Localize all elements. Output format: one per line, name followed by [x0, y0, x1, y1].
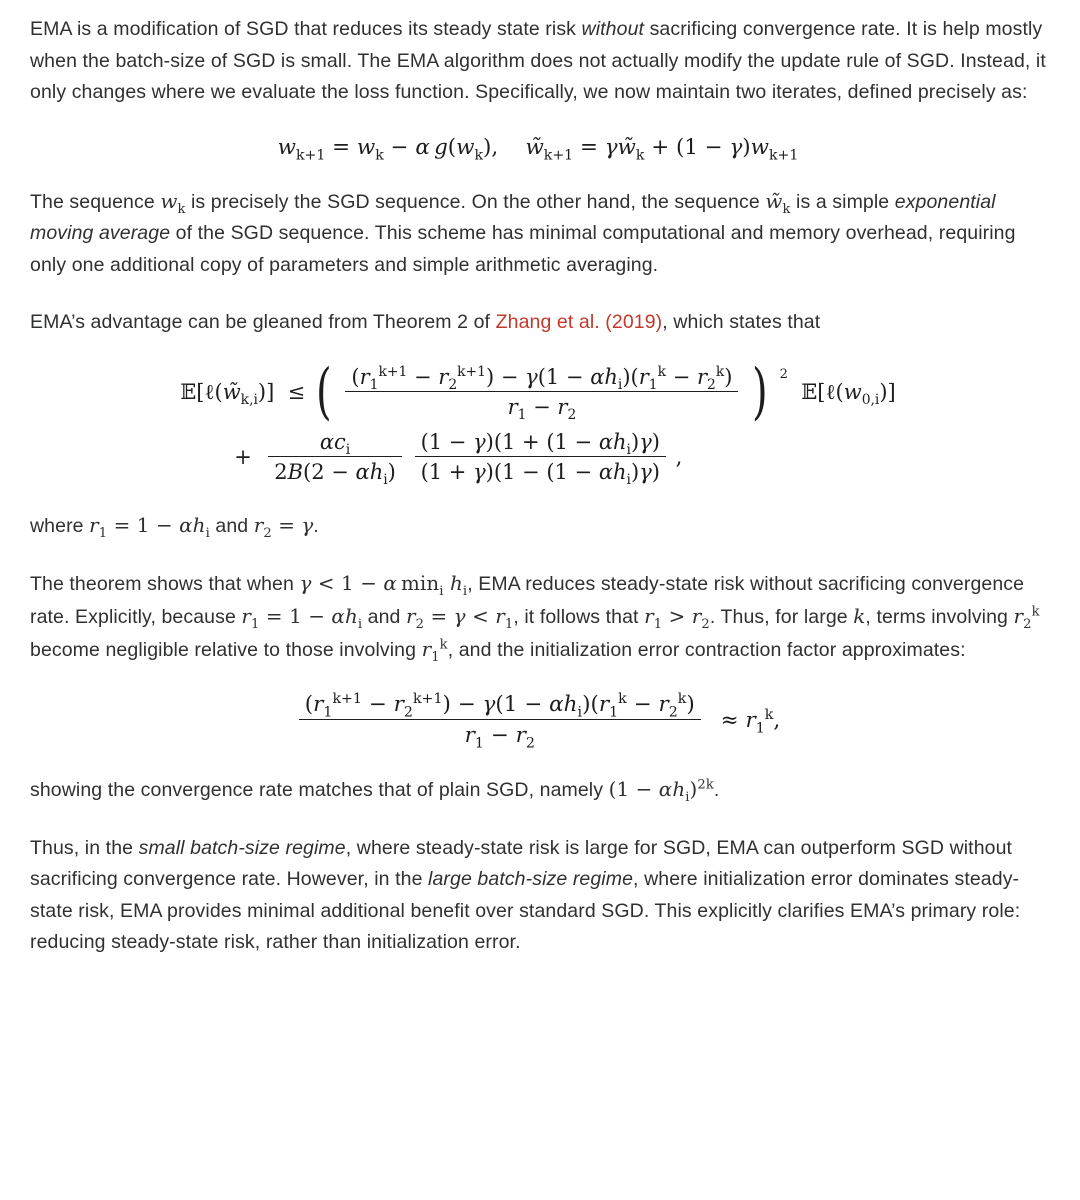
inline-math-k: k	[853, 605, 866, 629]
equation-2-content	[180, 356, 896, 489]
exponent-two: 2	[779, 367, 788, 383]
text-run: The theorem shows that when	[30, 573, 300, 596]
fraction-steady-state-1	[268, 429, 402, 489]
text-run: become negligible relative to those involving	[30, 638, 422, 661]
inline-math-wtilde-k: $w̃_k$	[765, 189, 791, 217]
text-run: , where initialization error dominates steady-state risk, EMA provides minimal additional benefit over standard SGD. This explicitly clarifies EMA’s primary role: reducing steady-state risk, rather than initialization error.	[30, 868, 1021, 954]
fraction-contraction-factor	[345, 364, 738, 424]
text-run: and	[209, 514, 254, 537]
fraction-contraction-approx	[299, 691, 701, 752]
text-run: is precisely the SGD sequence. On the other hand, the sequence	[185, 190, 766, 213]
equation-ema-update-rule	[30, 134, 1046, 164]
text-run: The sequence	[30, 190, 161, 213]
emphasis-small-batch-regime: small batch-size regime	[138, 836, 346, 859]
inline-math-sgd-rate: $(1 - \alpha h_i)^{2k}$	[608, 777, 714, 806]
paragraph-theorem-reference	[30, 307, 1046, 339]
emphasis-without: without	[581, 18, 645, 40]
equation-1-content: $w_{k+1} = w_k - \alpha$ $g(w_k)$, $w̃_{k+1}$ = $\gamma w̃_k + (1 - \gamma)w_{k+1}$	[277, 134, 799, 164]
inline-math-r1-gt-r2: $r_1 > r_2$	[644, 605, 710, 632]
trailing-comma: ,	[675, 444, 683, 469]
equation-2-lhs: $𝔼[\ell(w̃_{k,i})]$ ≤	[180, 379, 306, 409]
fraction-steady-state-2	[415, 429, 666, 489]
equation-contraction-approximation	[30, 691, 1046, 752]
paragraph-ema-intro	[30, 14, 1046, 109]
text-run: sacrificing convergence rate. It is help mostly when the batch-size of SGD is small. The EMA algorithm does not actually modify the update rule of SGD. Instead, it only changes where we evaluate the loss function. Specifically, we now maintain two iterates, defined precisely as:	[30, 18, 1046, 104]
inline-math-wk: $w_k$	[160, 189, 186, 217]
equation-2-row-1	[180, 356, 896, 428]
fraction-denominator: $2B(2 - \alpha h_i)$	[274, 459, 396, 489]
text-run: where	[30, 514, 90, 537]
fraction-numerator: $\alpha c_i$	[268, 430, 402, 457]
text-run: , it follows that	[513, 606, 645, 629]
emphasis-exponential-moving-average: exponential moving average	[30, 190, 996, 245]
emphasis-large-batch-regime: large batch-size regime	[428, 868, 634, 891]
paragraph-theorem-discussion	[30, 568, 1046, 666]
text-run: EMA is a modification of SGD that reduces its steady state risk	[30, 18, 582, 40]
text-run: .	[313, 514, 319, 537]
text-run: , and the initialization error contraction factor approximates:	[447, 638, 966, 661]
text-run: , EMA reduces steady-state risk without sacrificing convergence rate. Explicitly, because	[30, 573, 1025, 629]
inline-math-r2-def: $r_2 = \gamma$	[253, 513, 314, 541]
text-run: , terms involving	[865, 606, 1014, 629]
inline-math-gamma-condition: γ < 1 − α $\min_i h_i$	[299, 572, 468, 600]
right-paren: )	[752, 356, 768, 428]
text-run: . Thus, for large	[709, 606, 854, 629]
paragraph-where-definitions	[30, 510, 1046, 543]
text-run: Thus, in the	[30, 836, 139, 859]
equation-theorem-bound	[30, 356, 1046, 489]
text-run: , which states that	[662, 311, 821, 334]
text-run: EMA’s advantage can be gleaned from Theorem 2 of	[30, 311, 496, 334]
fraction-numerator: $(1 - \gamma)(1 + (1 - \alpha h_i)\gamma)$	[415, 430, 666, 457]
text-run: showing the convergence rate matches that of plain SGD, namely	[30, 779, 609, 802]
text-run: , where steady-state risk is large for SGD, EMA can outperform SGD without sacrificing convergence rate. However, in the	[30, 836, 1013, 891]
text-run: is a simple	[790, 190, 895, 213]
paragraph-sequence-description	[30, 186, 1046, 282]
text-run: and	[362, 606, 407, 629]
citation-link-zhang-2019[interactable]: Zhang et al. (2019)	[495, 311, 663, 334]
fraction-numerator: $(r_1^{k+1} - r_2^{k+1}) - \gamma(1 - \alpha h_i)(r_1^k - r_2^k)$	[299, 692, 701, 720]
equation-2-row-2	[180, 429, 896, 489]
plus-sign: +	[234, 444, 259, 469]
text-run: of the SGD sequence. This scheme has minimal computational and memory overhead, requiring only one additional copy of parameters and simple arithmetic averaging.	[30, 222, 1016, 276]
fraction-denominator: $(1 + \gamma)(1 - (1 - \alpha h_i)\gamma)$	[420, 459, 660, 489]
fraction-denominator: $r_1 - r_2$	[507, 395, 577, 424]
paragraph-convergence-rate	[30, 774, 1046, 807]
inline-math-r1-power-k: $r_1^k$	[421, 636, 448, 665]
fraction-numerator: $(r_1^{k+1} - r_2^{k+1}) - \gamma(1 - \alpha h_i)(r_1^k - r_2^k)$	[345, 365, 738, 392]
approximation-rhs: ≈ $r_1^k$,	[720, 706, 781, 736]
left-paren: (	[315, 356, 332, 428]
text-run: .	[713, 779, 720, 802]
inline-math-r1-def: $r_1 = 1 - \alpha h_i$	[89, 513, 210, 541]
inline-math-r1-def-2: $r_1 = 1 - \alpha h_i$	[241, 605, 363, 632]
inline-math-r2-power-k: $r_2^k$	[1013, 604, 1040, 632]
inline-math-r2-lt-r1: $r_2 = \gamma < r_1$	[406, 605, 514, 632]
fraction-denominator: $r_1 - r_2$	[464, 723, 535, 752]
equation-2-initial-risk: $𝔼[\ell(w_{0,i})]$	[794, 379, 896, 409]
paragraph-conclusion	[30, 833, 1046, 959]
